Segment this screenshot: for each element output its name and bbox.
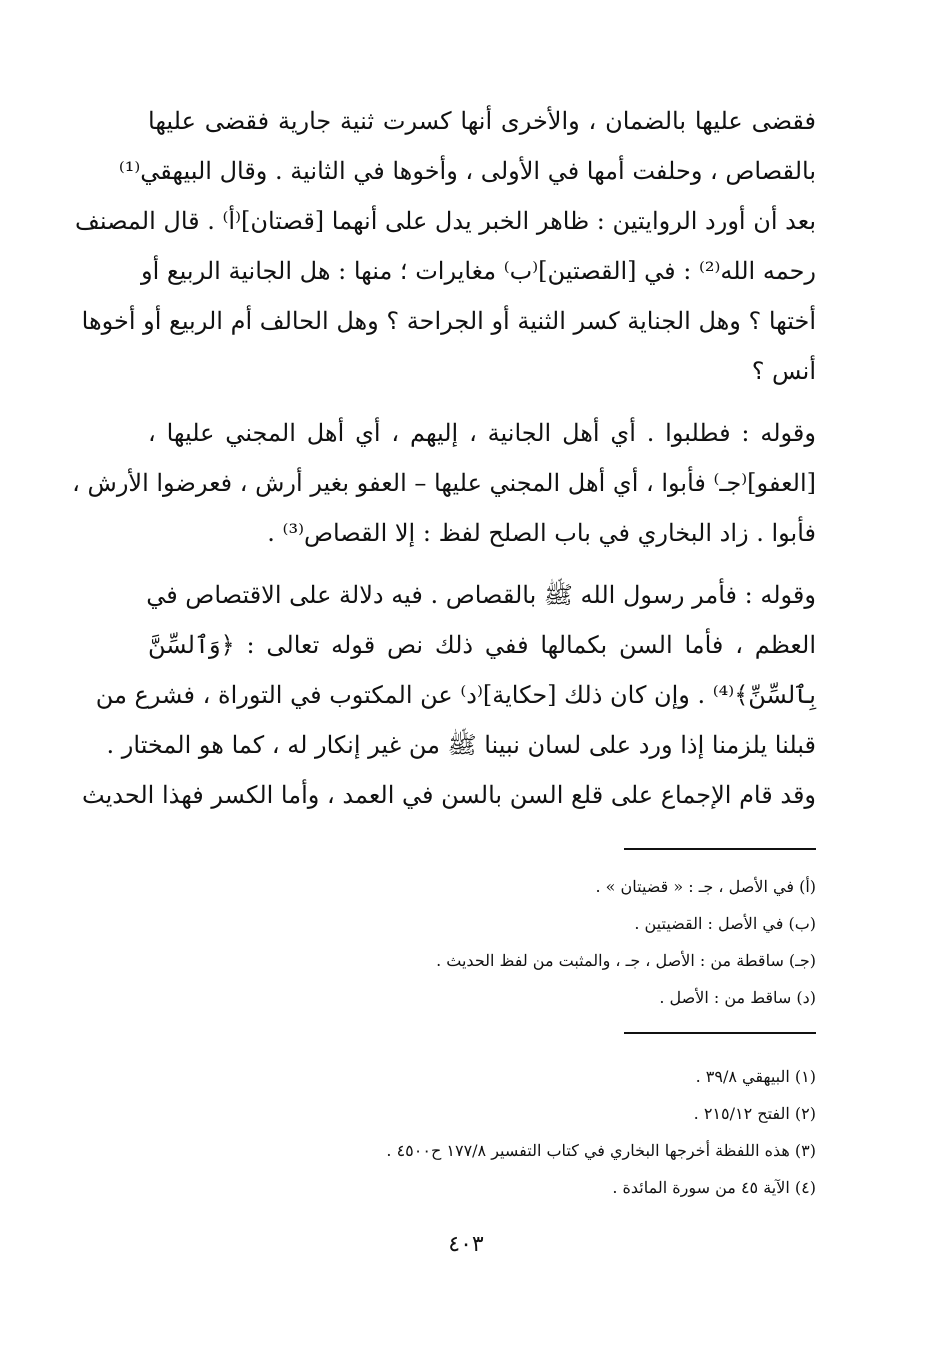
text-line: بعد أن أورد الروايتين : ظاهر الخبر يدل على أنهما [قصتان]⁽أ⁾ . قال المصنف — [75, 207, 816, 235]
footnotes-divider — [624, 1032, 816, 1034]
variant-note: (أ) في الأصل ، جـ : « قضيتان » . — [595, 877, 816, 896]
footnote: (٣) هذه اللفظة أخرجها البخاري في كتاب التفسير ١٧٧/٨ ح٤٥٠٠ . — [386, 1141, 816, 1160]
text-line: أختها ؟ وهل الجناية كسر الثنية أو الجراحة ؟ وهل الحالف أم الربيع أو أخوها — [81, 307, 816, 335]
text-line: وقد قام الإجماع على قلع السن بالسن في العمد ، وأما الكسر فهذا الحديث — [82, 781, 816, 809]
text-line: فأبوا . زاد البخاري في باب الصلح لفظ : إلا القصاص⁽³⁾ . — [267, 519, 816, 547]
variant-note: (ب) في الأصل : القضيتين . — [634, 914, 816, 933]
text-line: أنس ؟ — [751, 357, 816, 385]
text-line: فقضى عليها بالضمان ، والأخرى أنها كسرت ثنية جارية فقضى عليها — [148, 107, 816, 135]
text-line: [العفو]⁽جـ⁾ فأبوا ، أي أهل المجني عليها – العفو بغير أرش ، فعرضوا الأرش ، — [72, 469, 816, 497]
text-line: وقوله : فطلبوا . أي أهل الجانية ، إليهم ، أي أهل المجني عليها ، — [148, 419, 816, 447]
text-line: وقوله : فأمر رسول الله ﷺ بالقصاص . فيه دلالة على الاقتصاص في — [146, 581, 816, 609]
paragraph-1 — [75, 96, 816, 396]
footnote: (٤) الآية ٤٥ من سورة المائدة . — [612, 1178, 816, 1197]
variant-note: (جـ) ساقطة من : الأصل ، جـ ، والمثبت من لفظ الحديث . — [436, 951, 816, 970]
text-line: رحمه الله⁽²⁾ : في [القصتين]⁽ب⁾ مغايرات ؛ منها : هل الجانية الربيع أو — [141, 257, 816, 285]
paragraph-3 — [82, 570, 816, 820]
text-line: قبلنا يلزمنا إذا ورد على لسان نبينا ﷺ من غير إنكار له ، كما هو المختار . — [106, 731, 816, 759]
main-text — [72, 96, 816, 820]
text-line: بالقصاص ، وحلفت أمها في الأولى ، وأخوها في الثانية . وقال البيهقي⁽¹⁾ — [118, 157, 816, 185]
paragraph-2 — [72, 408, 816, 558]
footnote: (٢) الفتح ٢١٥/١٢ . — [693, 1104, 816, 1123]
variant-notes — [200, 868, 816, 1016]
text-line: بِٱلسِّنِّ﴾⁽⁴⁾ . وإن كان ذلك [حكاية]⁽د⁾ عن المكتوب في التوراة ، فشرع من — [95, 681, 816, 709]
footnotes — [200, 1058, 816, 1206]
footnote: (١) البيهقي ٣٩/٨ . — [695, 1067, 816, 1086]
text-line: العظم ، فأما السن بكمالها ففي ذلك نص قوله تعالى : ﴿وَٱلسِّنَّ — [148, 631, 816, 659]
variant-note: (د) ساقط من : الأصل . — [659, 988, 816, 1007]
page-number: ٤٠٣ — [448, 1232, 484, 1257]
variant-notes-divider — [624, 848, 816, 850]
